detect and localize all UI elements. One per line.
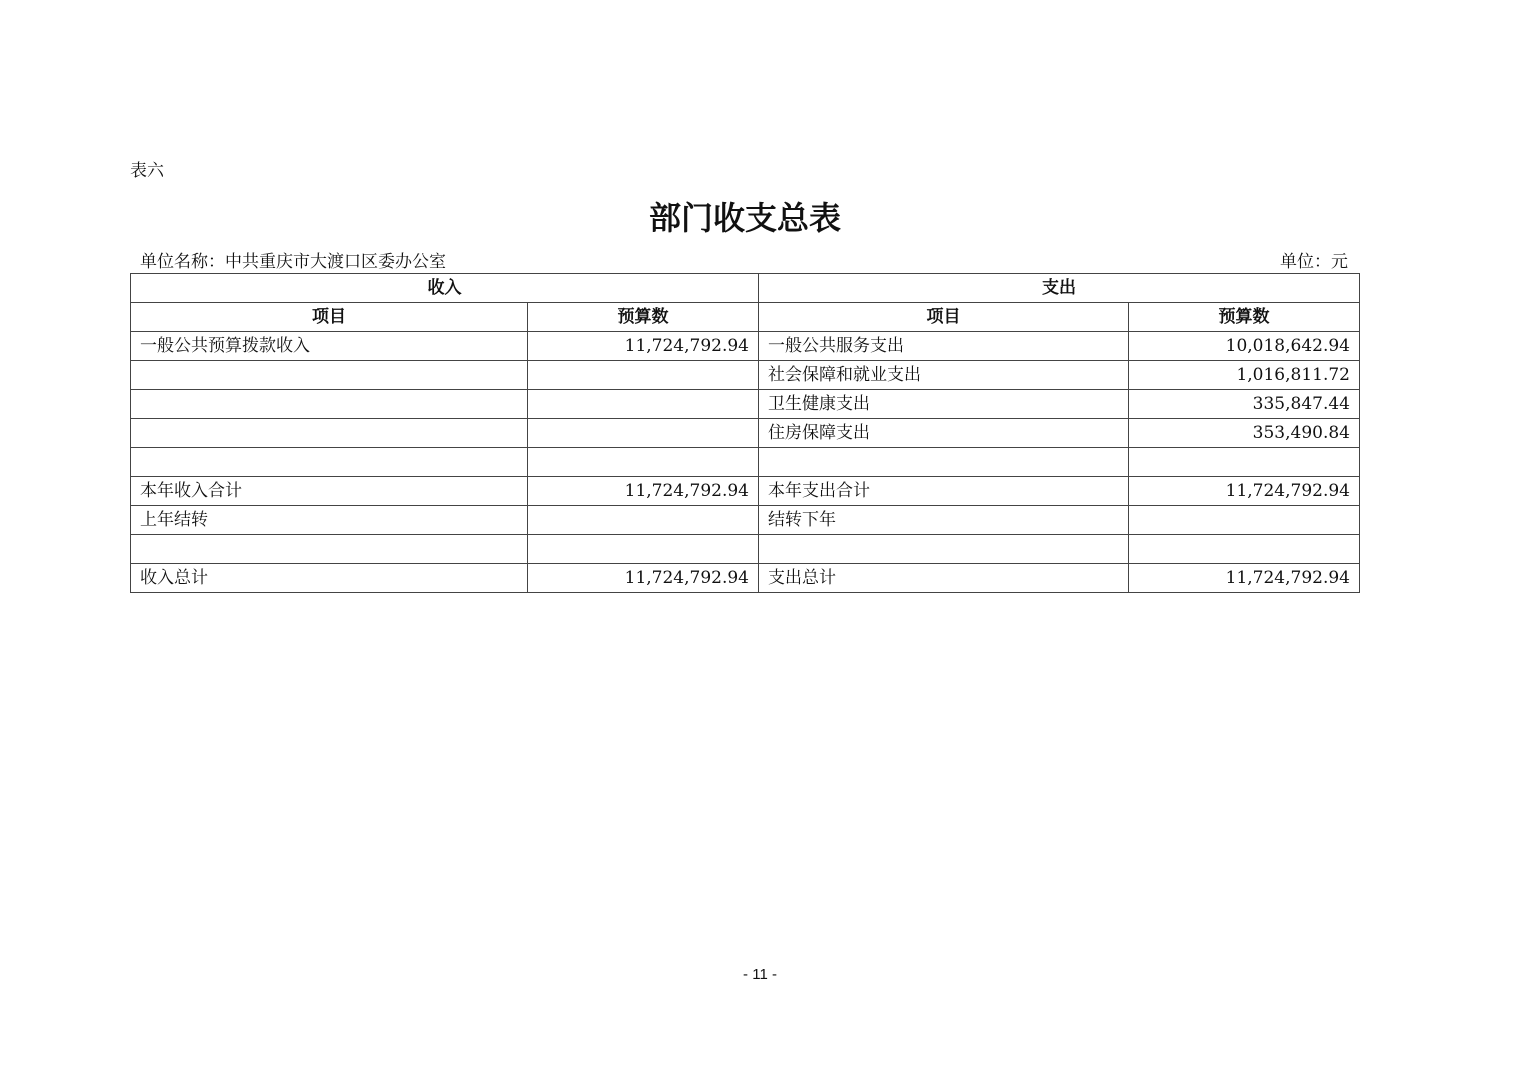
table-row — [131, 506, 1360, 535]
page-title: 部门收支总表 — [648, 199, 841, 237]
table-row — [131, 564, 1360, 593]
income-amount-cell — [528, 535, 759, 564]
income-item-cell: 收入总计 — [131, 564, 528, 593]
income-item-cell — [131, 419, 528, 448]
table-column-header-row — [131, 303, 1360, 332]
expense-item-cell: 社会保障和就业支出 — [759, 361, 1129, 390]
income-amount-cell — [528, 390, 759, 419]
income-item-cell: 一般公共预算拨款收入 — [131, 332, 528, 361]
income-amount-cell — [528, 448, 759, 477]
table-tag: 表六 — [130, 161, 164, 181]
expense-amount-cell: 11,724,792.94 — [1129, 564, 1360, 593]
expense-amount-cell: 335,847.44 — [1129, 390, 1360, 419]
expense-item-cell: 支出总计 — [759, 564, 1129, 593]
income-amount-cell: 11,724,792.94 — [528, 564, 759, 593]
page-number: - 11 - — [743, 966, 777, 983]
table-group-header-row — [131, 274, 1360, 303]
income-amount-cell: 11,724,792.94 — [528, 332, 759, 361]
income-item-header: 项目 — [131, 303, 528, 332]
expense-amount-cell: 353,490.84 — [1129, 419, 1360, 448]
budget-table — [130, 273, 1360, 593]
expense-amount-cell — [1129, 506, 1360, 535]
table-row — [131, 535, 1360, 564]
expense-item-cell: 结转下年 — [759, 506, 1129, 535]
table-row — [131, 477, 1360, 506]
expense-item-cell — [759, 535, 1129, 564]
income-item-cell — [131, 448, 528, 477]
expense-item-cell: 本年支出合计 — [759, 477, 1129, 506]
table-row — [131, 390, 1360, 419]
expense-amount-cell — [1129, 535, 1360, 564]
expense-item-cell: 一般公共服务支出 — [759, 332, 1129, 361]
expense-item-cell: 住房保障支出 — [759, 419, 1129, 448]
expense-item-cell: 卫生健康支出 — [759, 390, 1129, 419]
expense-item-cell — [759, 448, 1129, 477]
income-amount-cell — [528, 361, 759, 390]
expense-amount-cell: 11,724,792.94 — [1129, 477, 1360, 506]
income-item-cell — [131, 390, 528, 419]
income-item-cell — [131, 535, 528, 564]
expense-header: 支出 — [759, 274, 1360, 303]
currency-unit: 单位：元 — [1280, 252, 1348, 272]
expense-amount-cell: 10,018,642.94 — [1129, 332, 1360, 361]
unit-name: 单位名称：中共重庆市大渡口区委办公室 — [140, 252, 446, 272]
income-amount-cell — [528, 419, 759, 448]
expense-amount-cell — [1129, 448, 1360, 477]
expense-item-header: 项目 — [759, 303, 1129, 332]
income-item-cell: 本年收入合计 — [131, 477, 528, 506]
table-row — [131, 448, 1360, 477]
income-amount-cell: 11,724,792.94 — [528, 477, 759, 506]
expense-budget-header: 预算数 — [1129, 303, 1360, 332]
income-item-cell: 上年结转 — [131, 506, 528, 535]
table-row — [131, 361, 1360, 390]
income-amount-cell — [528, 506, 759, 535]
income-budget-header: 预算数 — [528, 303, 759, 332]
table-row — [131, 419, 1360, 448]
table-row — [131, 332, 1360, 361]
expense-amount-cell: 1,016,811.72 — [1129, 361, 1360, 390]
income-header: 收入 — [131, 274, 759, 303]
income-item-cell — [131, 361, 528, 390]
